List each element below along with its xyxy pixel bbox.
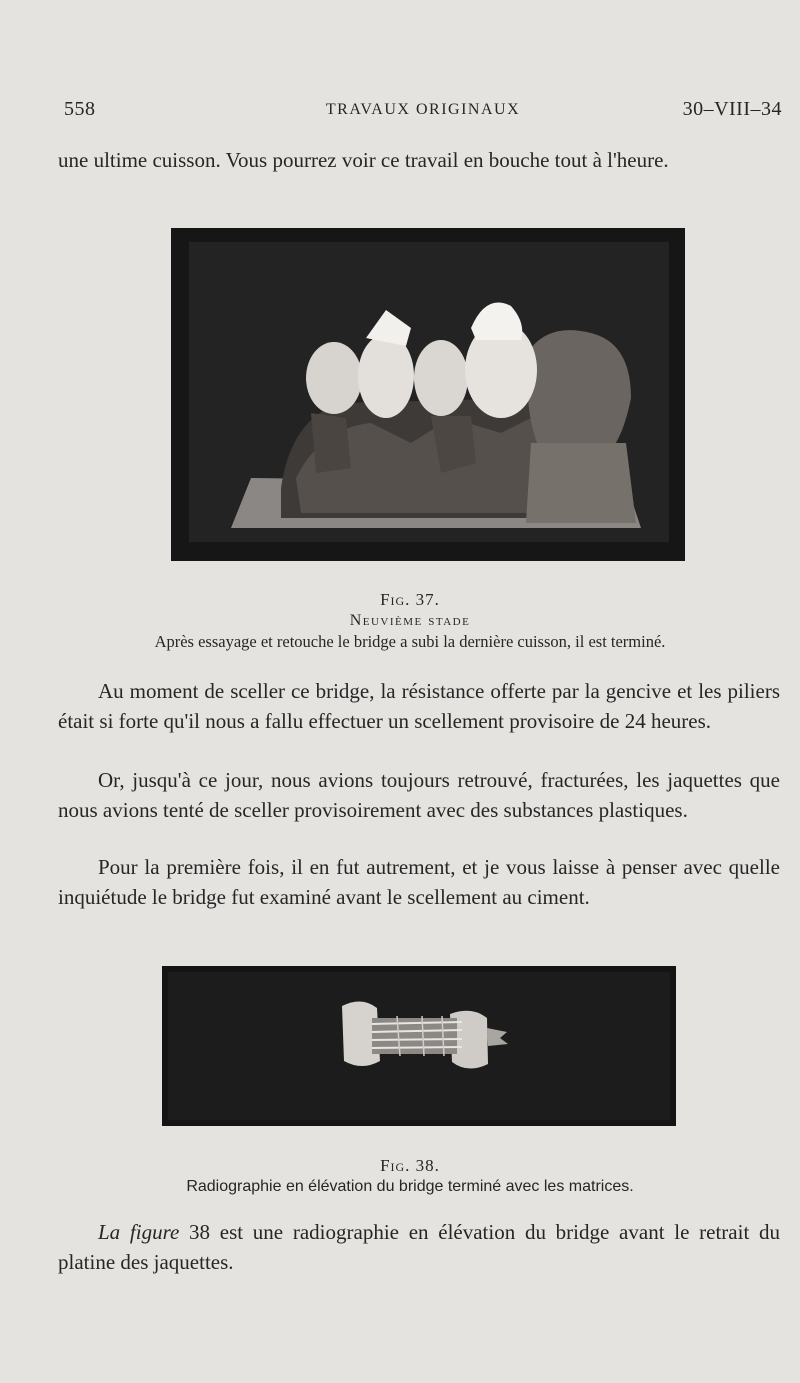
figure-37-photo xyxy=(171,228,685,561)
paragraph-3: Pour la première fois, il en fut autrement, et je vous laisse à penser avec quelle inquiétude le bridge fut examiné avant le scellement au ciment. xyxy=(58,855,780,909)
closing-italic-lead: La figure xyxy=(98,1220,180,1244)
figure-37-caption xyxy=(40,589,780,652)
figure-38-description: Radiographie en élévation du bridge terminé avec les matrices. xyxy=(186,1178,634,1195)
figure-38-caption xyxy=(40,1155,780,1197)
figure-38-photo xyxy=(162,966,676,1126)
running-header xyxy=(64,98,782,126)
paragraph-2: Or, jusqu'à ce jour, nous avions toujours retrouvé, fracturées, les jaquettes que nous avions tenté de sceller provisoirement avec des substances plastiques. xyxy=(58,768,780,822)
radiograph-illustration xyxy=(162,966,676,1126)
intro-paragraph: une ultime cuisson. Vous pourrez voir ce travail en bouche tout à l'heure. xyxy=(58,148,669,172)
running-title: TRAVAUX ORIGINAUX xyxy=(325,101,521,118)
figure-37-subtitle: Neuvième stade xyxy=(349,612,471,629)
header-date: 30–VIII–34 xyxy=(682,98,782,120)
figure-37-label: Fig. 37. xyxy=(380,590,440,609)
teeth-bridge-illustration xyxy=(171,228,685,561)
paragraph-1: Au moment de sceller ce bridge, la résistance offerte par la gencive et les piliers était si forte qu'il nous a fallu effectuer un scellement provisoire de 24 heures. xyxy=(58,679,780,733)
closing-paragraph xyxy=(58,1218,780,1277)
closing-text: 38 est une radiographie en élévation du bridge avant le retrait du platine des jaquettes. xyxy=(58,1220,781,1274)
figure-37-description: Après essayage et retouche le bridge a subi la dernière cuisson, il est terminé. xyxy=(154,632,666,651)
figure-38-label: Fig. 38. xyxy=(380,1156,440,1175)
page-number: 558 xyxy=(64,98,96,120)
